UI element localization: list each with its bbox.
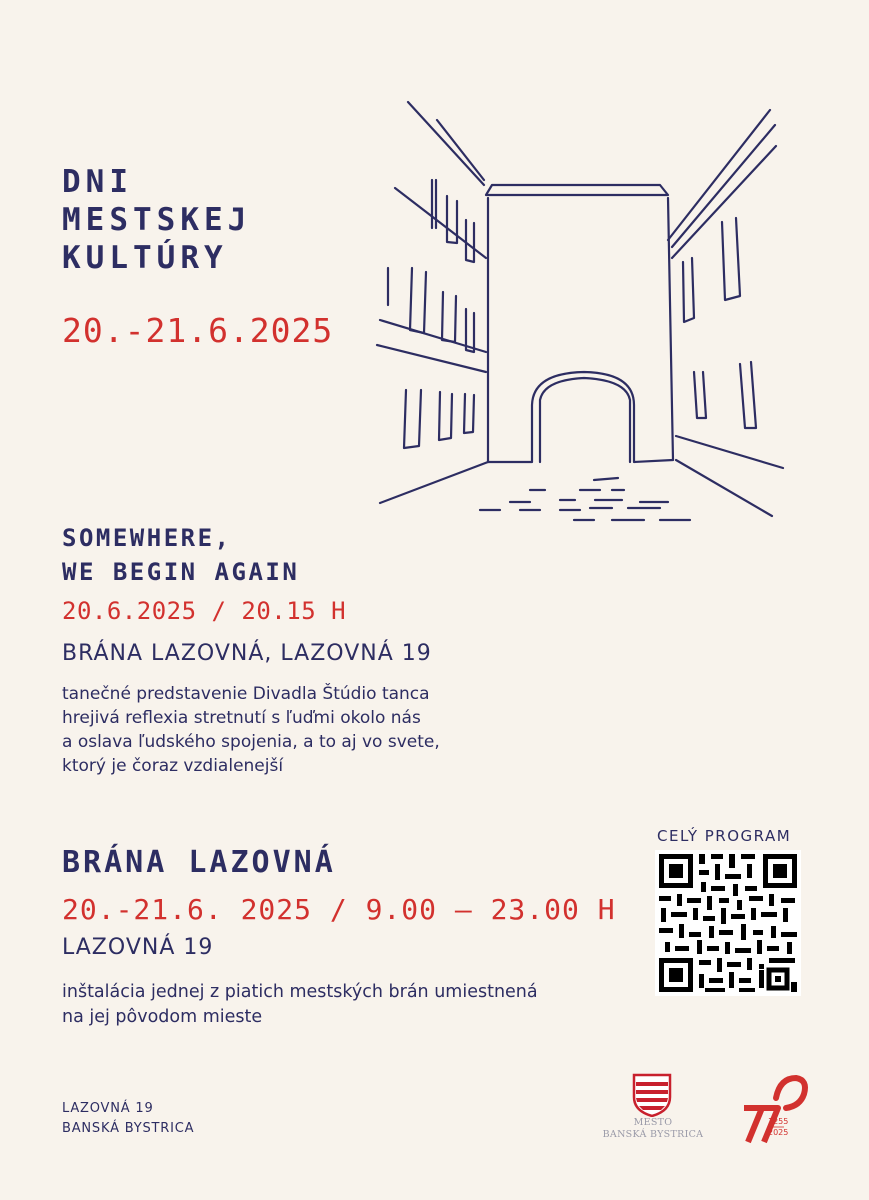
city-logo-line: BANSKÁ BYSTRICA xyxy=(602,1129,704,1140)
anniversary-logo xyxy=(740,1072,810,1147)
anniversary-year: 1255 xyxy=(768,1117,789,1126)
address-line: LAZOVNÁ 19 xyxy=(62,1101,154,1116)
footer-address xyxy=(62,1099,194,1139)
performance-description xyxy=(62,682,440,778)
performance-title xyxy=(62,521,299,589)
installation-date-time: 20.-21.6. 2025 / 9.00 – 23.00 H xyxy=(62,893,616,926)
event-series-title xyxy=(62,163,251,277)
description-line: na jej pôvodom mieste xyxy=(62,1007,263,1027)
performance-date-time: 20.6.2025 / 20.15 H xyxy=(62,597,347,625)
city-logo-text xyxy=(598,1117,708,1141)
installation-title: BRÁNA LAZOVNÁ xyxy=(62,845,336,880)
description-line: inštalácia jednej z piatich mestských brán umiestnená xyxy=(62,982,538,1002)
installation-place: LAZOVNÁ 19 xyxy=(62,935,214,960)
qr-label: CELÝ PROGRAM xyxy=(657,827,792,845)
city-crest-icon xyxy=(632,1073,672,1117)
qr-code[interactable] xyxy=(655,850,801,996)
title-line: KULTÚRY xyxy=(62,240,228,276)
title-line: SOMEWHERE, xyxy=(62,524,232,552)
description-line: tanečné predstavenie Divadla Štúdio tanca xyxy=(62,684,430,704)
city-logo-line: MESTO xyxy=(633,1117,673,1128)
gate-illustration xyxy=(372,95,792,535)
address-line: BANSKÁ BYSTRICA xyxy=(62,1121,195,1136)
festival-dates: 20.-21.6.2025 xyxy=(62,311,334,350)
description-line: ktorý je čoraz vzdialenejší xyxy=(62,756,284,776)
performance-place: BRÁNA LAZOVNÁ, LAZOVNÁ 19 xyxy=(62,641,432,666)
title-line: WE BEGIN AGAIN xyxy=(62,558,300,586)
title-line: DNI xyxy=(62,164,133,200)
description-line: a oslava ľudského spojenia, a to aj vo svete, xyxy=(62,732,440,752)
installation-description xyxy=(62,980,538,1030)
description-line: hrejivá reflexia stretnutí s ľuďmi okolo nás xyxy=(62,708,421,728)
anniversary-year: 2025 xyxy=(768,1128,789,1137)
title-line: MESTSKEJ xyxy=(62,202,252,238)
